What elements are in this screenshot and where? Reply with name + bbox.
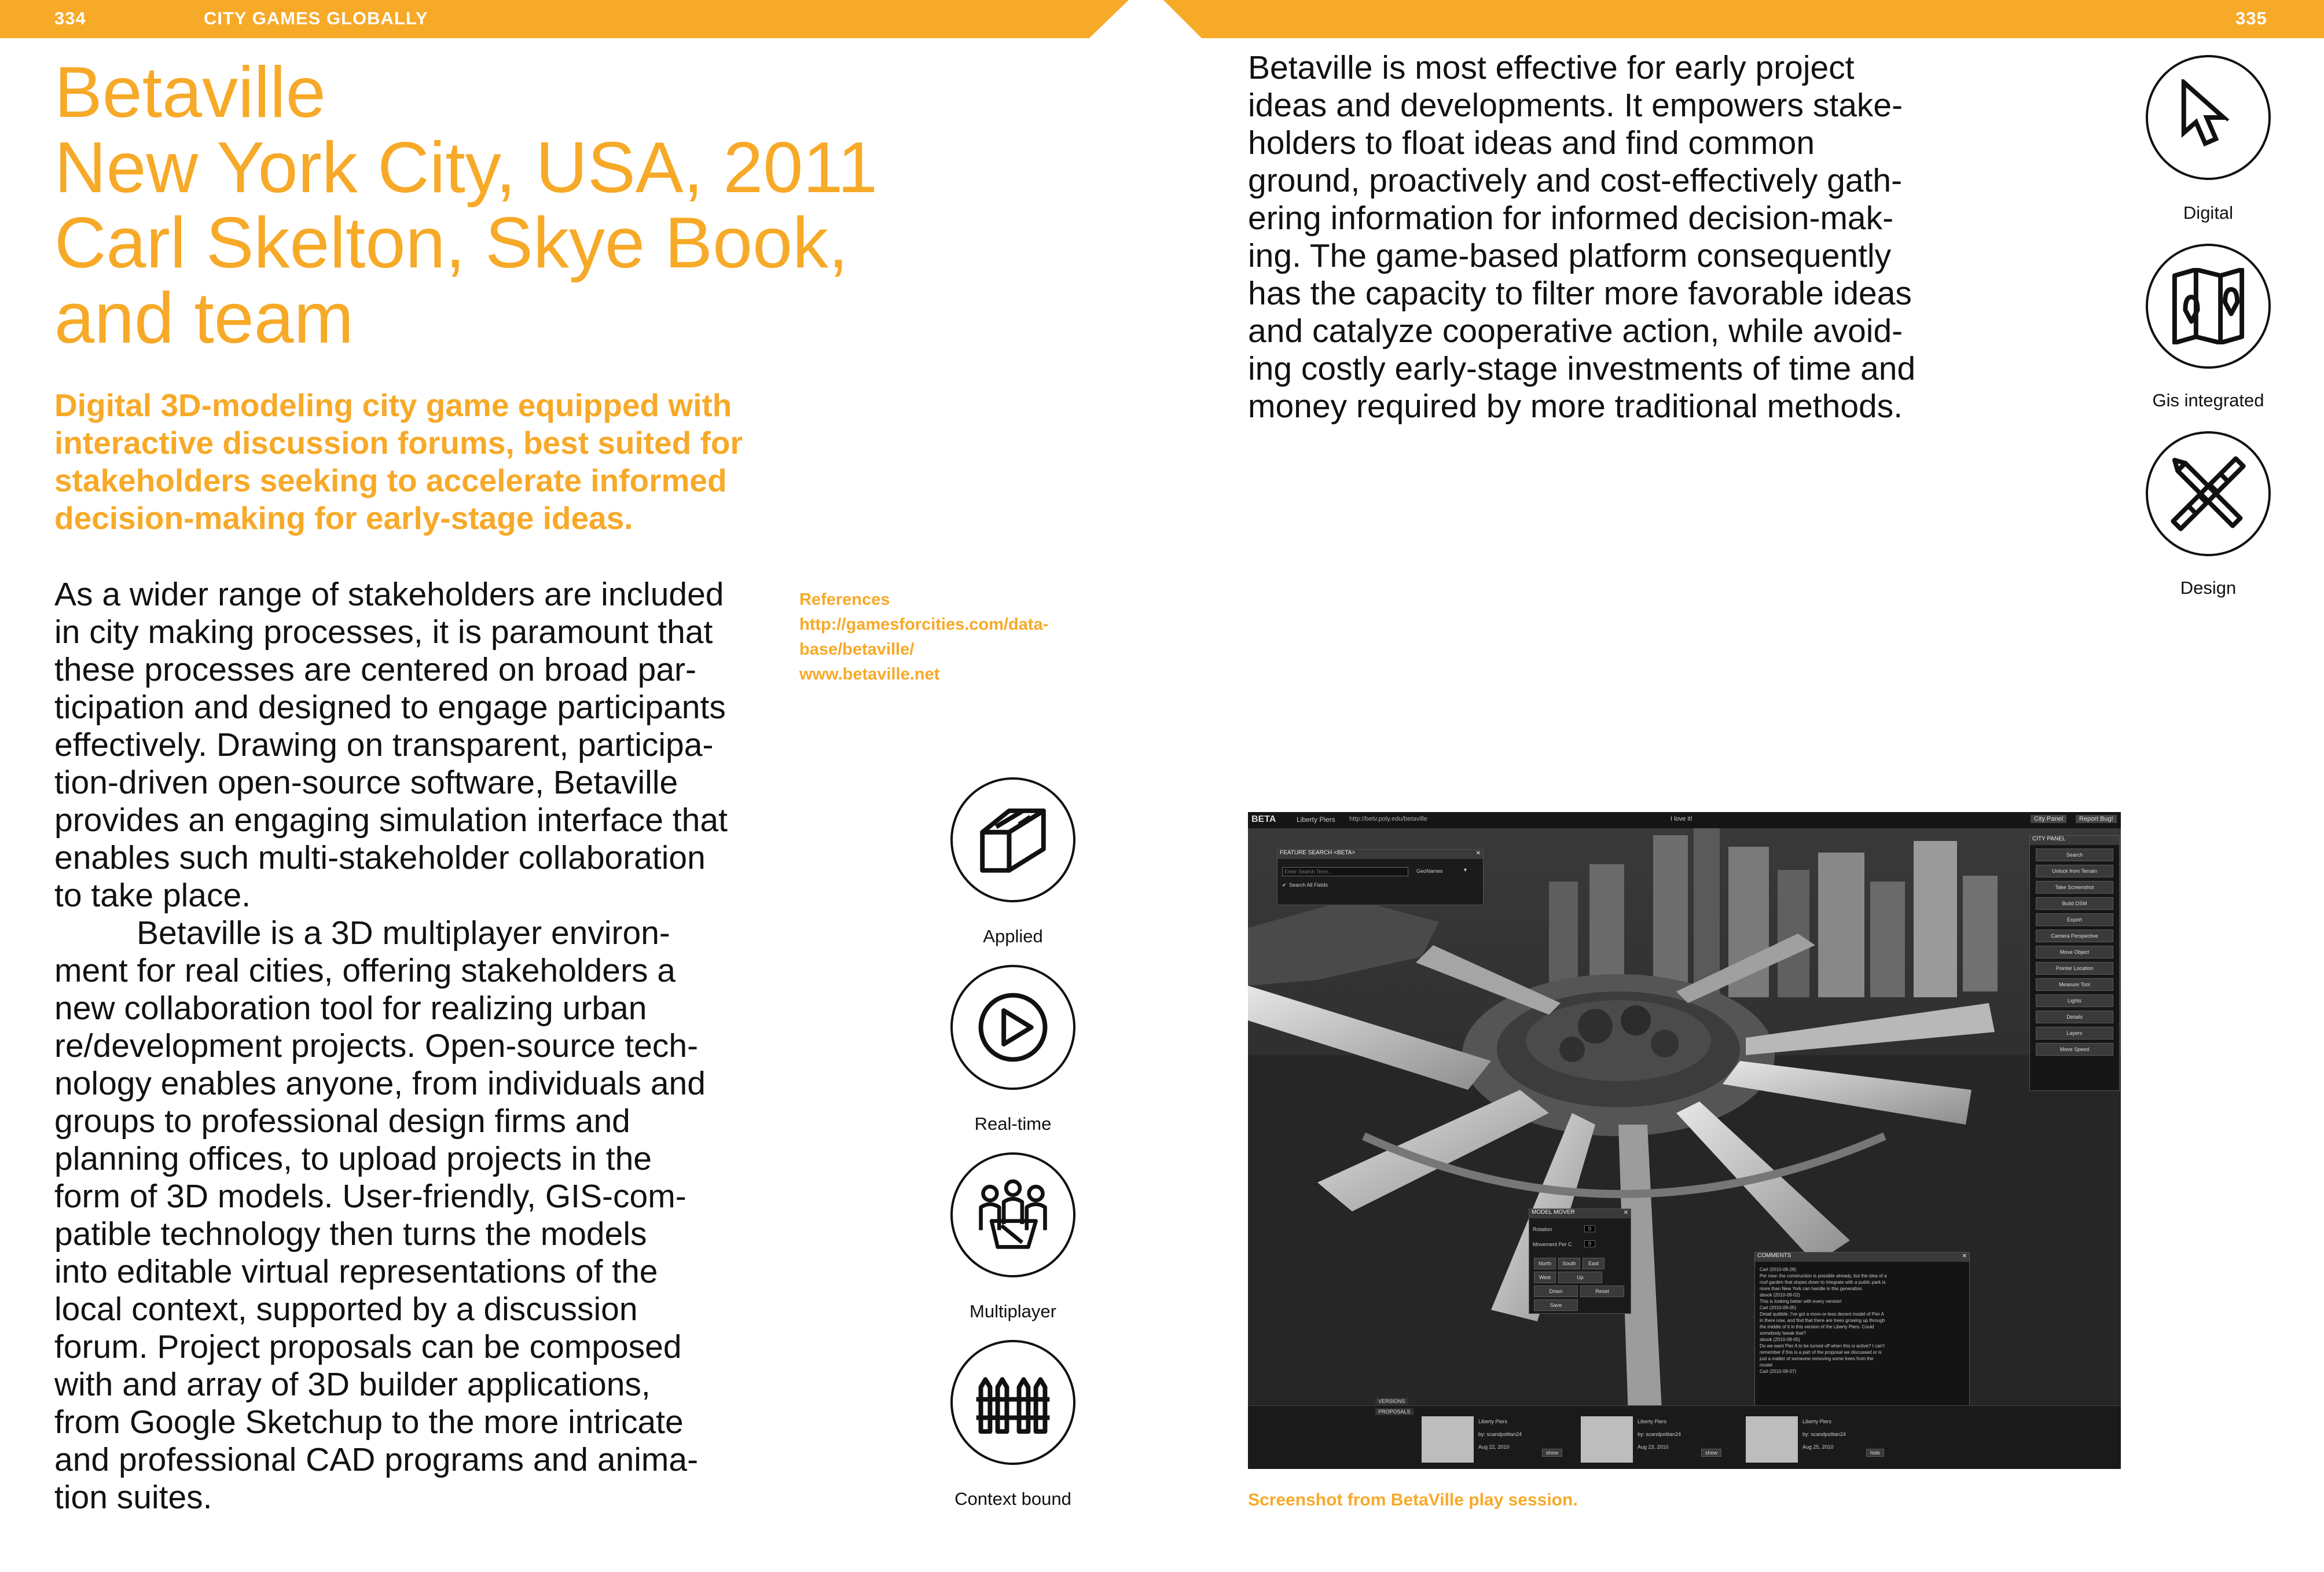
proposal-author: by: scandpolitan24 [1802, 1431, 1846, 1437]
city-panel-item[interactable]: Take Screenshot [2036, 881, 2113, 894]
proposals-strip [1248, 1398, 2121, 1469]
body-line: ticipation and designed to engage participants [54, 689, 726, 726]
city-panel-item[interactable]: Move Speed [2036, 1043, 2113, 1056]
title-line: and team [54, 278, 354, 358]
body-line: has the capacity to filter more favorable ideas [1248, 275, 1912, 312]
body-line: holders to float ideas and find common [1248, 124, 1815, 161]
model-mover-button[interactable]: South [1558, 1258, 1580, 1269]
subtitle-line: stakeholders seeking to accelerate informed [54, 462, 727, 498]
group-icon [950, 1152, 1075, 1277]
body-line: ering information for informed decision-mak- [1248, 200, 1894, 237]
search-input[interactable] [1282, 867, 1408, 876]
game-screenshot [1248, 812, 2121, 1469]
proposal-thumbnail [1422, 1416, 1474, 1463]
feature-search-panel [1277, 849, 1484, 905]
game-top-bar [1248, 812, 2121, 828]
city-panel-item[interactable]: Measure Tool [2036, 978, 2113, 991]
body-line: effectively. Drawing on transparent, participa- [54, 726, 714, 763]
icon-label-real-time: Real-time [974, 1114, 1052, 1134]
cursor-icon [2146, 55, 2271, 180]
body-line: ing costly early-stage investments of time and [1248, 350, 1916, 387]
body-line: patible technology then turns the models [54, 1215, 647, 1253]
body-line: planning offices, to upload projects in the [54, 1140, 652, 1177]
body-line: to take place. [54, 877, 251, 914]
body-line: into editable virtual representations of the [54, 1253, 658, 1290]
city-panel-items [2030, 849, 2119, 1056]
city-panel [2029, 835, 2120, 1091]
proposal-toggle-button[interactable]: show [1701, 1449, 1721, 1457]
body-line: form of 3D models. User-friendly, GIS-com- [54, 1178, 686, 1215]
comment-line: This is looking better with every version! [1760, 1299, 1842, 1304]
map-icon [2146, 244, 2271, 369]
title-line: Carl Skelton, Skye Book, [54, 203, 849, 283]
proposal-thumbnail [1581, 1416, 1633, 1463]
references-heading: References [799, 590, 890, 609]
icon-label-context-bound: Context bound [954, 1489, 1071, 1509]
city-panel-button[interactable]: City Panel [2031, 815, 2066, 823]
proposal-date: Aug 23, 2010 [1638, 1444, 1669, 1450]
screenshot-caption: Screenshot from BetaVille play session. [1248, 1490, 1578, 1509]
proposal-name: Liberty Piers [1638, 1419, 1667, 1424]
model-mover-button[interactable]: Down [1534, 1285, 1578, 1297]
body-line: Betaville is a 3D multiplayer environ- [137, 914, 670, 952]
subtitle-line: Digital 3D-modeling city game equipped with [54, 387, 732, 423]
proposal-thumbnail [1746, 1416, 1798, 1463]
body-line: in city making processes, it is paramount that [54, 614, 713, 651]
icon-label-applied: Applied [983, 926, 1043, 946]
body-line: provides an engaging simulation interface that [54, 802, 728, 839]
model-mover-title: MODEL MOVER [1529, 1209, 1631, 1218]
body-line: enables such multi-stakeholder collaboration [54, 839, 706, 876]
movement-label: Movement Per C [1533, 1242, 1572, 1247]
proposal-author: by: scandpolitan24 [1638, 1431, 1681, 1437]
body-line: ment for real cities, offering stakeholders a [54, 952, 675, 989]
city-panel-item[interactable]: Lights [2036, 994, 2113, 1007]
section-title: CITY GAMES GLOBALLY [204, 8, 428, 28]
reference-link[interactable]: http://gamesforcities.com/data- [799, 615, 1049, 634]
reference-link[interactable]: www.betaville.net [799, 665, 940, 684]
subtitle-line: decision-making for early-stage ideas. [54, 500, 633, 536]
city-panel-item[interactable]: Export [2036, 913, 2113, 926]
comment-line: more than New York can handle in this generation. [1760, 1286, 1863, 1291]
header-bar-right [1163, 0, 2324, 38]
city-panel-item[interactable]: Search [2036, 849, 2113, 861]
url-label: http://betv.poly.edu/betaville [1349, 816, 1427, 822]
model-mover-button[interactable]: Up [1558, 1272, 1602, 1283]
city-panel-item[interactable]: Details [2036, 1011, 2113, 1023]
comment-line: sbook (2010-09-05) [1760, 1337, 1800, 1342]
proposals-tab[interactable]: PROPOSALS [1375, 1408, 1414, 1415]
right-page-number: 335 [2235, 8, 2267, 28]
proposal-toggle-button[interactable]: hide [1866, 1449, 1884, 1457]
city-panel-item[interactable]: Camera Perspective [2036, 930, 2113, 942]
location-label: Liberty Piers [1297, 816, 1335, 824]
proposal-author: by: scandpolitan24 [1478, 1431, 1522, 1437]
comments-body [1760, 1266, 1956, 1375]
play-icon [950, 965, 1075, 1090]
body-line: tion-driven open-source software, Betaville [54, 764, 678, 801]
proposal-card[interactable] [1746, 1416, 1890, 1465]
comment-line: Detail quibble: I've got a more-or-less decent model of Pier A [1760, 1312, 1884, 1317]
left-page-number: 334 [54, 8, 86, 28]
model-mover-panel [1529, 1209, 1631, 1314]
close-icon[interactable]: ✕ [1475, 850, 1481, 857]
body-line: tion suites. [54, 1479, 212, 1516]
header-bar-left [0, 0, 1129, 38]
title-line: New York City, USA, 2011 [54, 128, 878, 208]
body-line: ground, proactively and cost-effectively gath- [1248, 162, 1903, 199]
screenshot-scene [1248, 812, 2121, 1469]
comment-line: Per now: the construction is possible already, but the idea of a [1760, 1273, 1887, 1279]
close-icon[interactable]: ✕ [1962, 1253, 1967, 1259]
body-line: with and array of 3D builder applications, [54, 1366, 651, 1403]
body-line: Betaville is most effective for early project [1248, 49, 1855, 86]
body-left [54, 576, 807, 1516]
model-mover-button[interactable]: Reset [1580, 1285, 1624, 1297]
body-right [1248, 49, 2000, 425]
model-mover-button[interactable]: East [1583, 1258, 1605, 1269]
city-panel-item[interactable]: Move Object [2036, 946, 2113, 958]
city-panel-item[interactable]: Pointer Location [2036, 962, 2113, 975]
model-mover-buttons [1533, 1257, 1628, 1312]
proposal-name: Liberty Piers [1478, 1419, 1508, 1424]
references [799, 587, 1048, 687]
ruler-pencil-icon [2146, 431, 2271, 556]
checkbox-icon[interactable]: ✔ [1282, 882, 1287, 888]
search-all-fields-label: Search All Fields [1289, 882, 1328, 888]
city-panel-item[interactable]: Unlock from Terrain [2036, 865, 2113, 877]
icon-label-multiplayer: Multiplayer [970, 1301, 1056, 1321]
body-line: and professional CAD programs and anima- [54, 1441, 699, 1478]
report-bug-button[interactable]: Report Bug! [2076, 815, 2117, 823]
rotation-field[interactable]: 0 [1584, 1225, 1595, 1232]
body-line: ideas and developments. It empowers stake- [1248, 87, 1903, 124]
comment-line: model [1760, 1362, 1772, 1368]
body-line: and catalyze cooperative action, while avoid- [1248, 313, 1903, 350]
fence-icon [950, 1340, 1075, 1465]
body-line: nology enables anyone, from individuals and [54, 1065, 706, 1102]
proposal-card[interactable] [1581, 1416, 1725, 1465]
page-title [54, 55, 923, 356]
close-icon[interactable]: ✕ [1623, 1210, 1628, 1216]
body-line: local context, supported by a discussion [54, 1291, 638, 1328]
city-panel-item[interactable]: Layers [2036, 1027, 2113, 1040]
proposal-date: Aug 25, 2010 [1802, 1444, 1834, 1450]
movement-field[interactable]: 0 [1584, 1240, 1595, 1247]
comment-line: just a matter of someone removing some trees from the [1760, 1356, 1874, 1361]
icon-label-gis-integrated: Gis integrated [2152, 390, 2264, 410]
icon-label-design: Design [2180, 578, 2237, 598]
model-mover-button[interactable]: Save [1534, 1299, 1578, 1311]
body-line: these processes are centered on broad par- [54, 651, 696, 688]
body-line: from Google Sketchup to the more intricate [54, 1404, 684, 1441]
beta-logo: BETA [1251, 814, 1276, 824]
body-line: groups to professional design firms and [54, 1103, 630, 1140]
body-line: new collaboration tool for realizing urban [54, 990, 647, 1027]
versions-tab[interactable]: VERSIONS [1375, 1398, 1408, 1405]
icon-label-digital: Digital [2183, 203, 2234, 223]
box-icon [950, 777, 1075, 902]
comments-title: COMMENTS [1755, 1253, 1969, 1262]
search-select[interactable]: GeoNames [1416, 868, 1443, 874]
subtitle-line: interactive discussion forums, best suited for [54, 425, 743, 461]
comment-line: Carl (2010-09-05) [1760, 1305, 1797, 1310]
model-mover-button[interactable]: West [1534, 1272, 1556, 1283]
proposal-card[interactable] [1422, 1416, 1566, 1465]
comment-line: remember if this is a part of the proposal we discussed or is [1760, 1350, 1882, 1355]
rotation-label: Rotation [1533, 1226, 1552, 1232]
chevron-down-icon[interactable]: ▼ [1463, 867, 1468, 873]
body-line: ing. The game-based platform consequently [1248, 237, 1892, 274]
city-panel-item[interactable]: Build OSM [2036, 897, 2113, 910]
comment-line: Carl (2010-09-07) [1760, 1369, 1797, 1374]
city-panel-title: CITY PANEL [2030, 836, 2119, 845]
title-line: Betaville [54, 53, 326, 133]
comment-line: Do we want Pier A to be turned off when this is active? I can't [1760, 1343, 1885, 1349]
comment-line: Carl (2010-08-28) [1760, 1267, 1797, 1272]
comment-line: in there now, and find that there are trees growing up through [1760, 1318, 1885, 1323]
subtitle [54, 387, 807, 537]
body-line: re/development projects. Open-source tech- [54, 1027, 699, 1064]
body-line: forum. Project proposals can be composed [54, 1328, 682, 1365]
model-mover-button[interactable]: North [1534, 1258, 1556, 1269]
comment-line: somebody tweak that? [1760, 1331, 1807, 1336]
comment-line: sbook (2010-09-02) [1760, 1292, 1800, 1298]
comment-line: roof garden that slopes down to integrate with a public park is [1760, 1280, 1886, 1285]
body-line: As a wider range of stakeholders are included [54, 576, 724, 613]
proposal-date: Aug 22, 2010 [1478, 1444, 1510, 1450]
love-it-button[interactable]: I love it! [1671, 816, 1692, 822]
comment-line: the middle of it in this version of the Liberty Piers. Could [1760, 1324, 1874, 1329]
proposal-name: Liberty Piers [1802, 1419, 1832, 1424]
body-line: money required by more traditional methods. [1248, 388, 1903, 425]
proposal-toggle-button[interactable]: show [1542, 1449, 1562, 1457]
reference-link[interactable]: base/betaville/ [799, 640, 915, 659]
feature-search-title: FEATURE SEARCH <BETA> [1277, 850, 1483, 859]
